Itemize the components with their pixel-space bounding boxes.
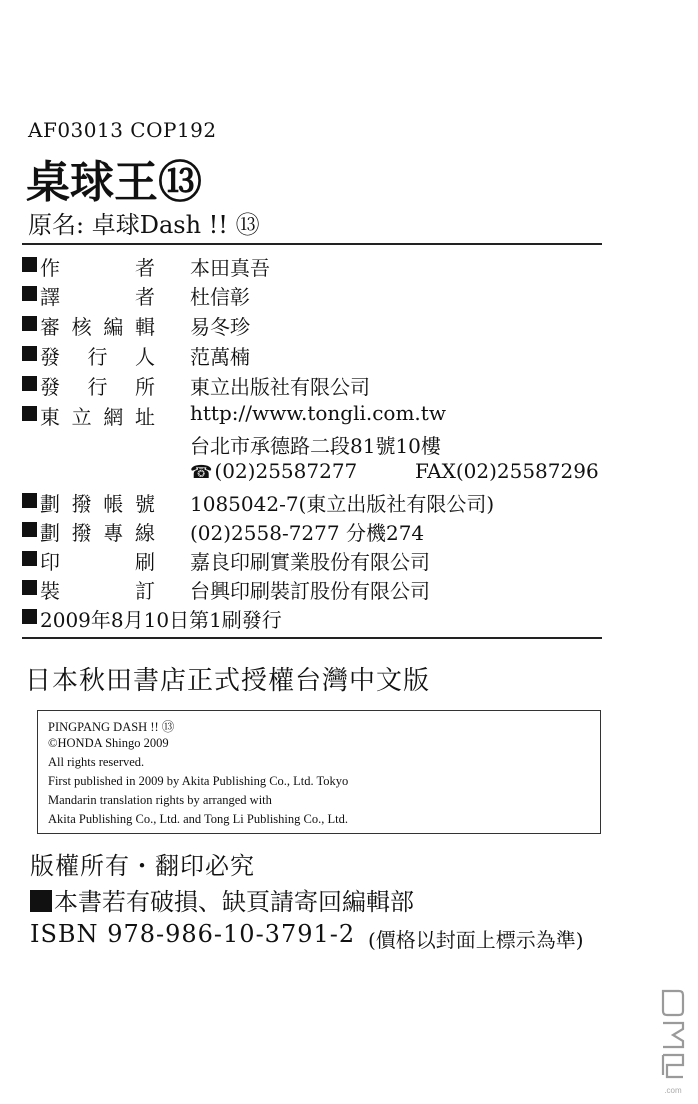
- box-line: PINGPANG DASH !! ⑬: [48, 720, 175, 734]
- credit-value: (02)2558-7277 分機274: [190, 521, 425, 545]
- product-code: AF03013 COP192: [28, 118, 217, 142]
- fax-number: FAX(02)25587296: [415, 459, 599, 483]
- bullet-square: [22, 580, 37, 595]
- credit-value: 本田真吾: [190, 256, 270, 280]
- credit-label: 發行所: [40, 375, 155, 399]
- credit-value: 易冬珍: [190, 315, 250, 339]
- credit-value: 台興印刷裝訂股份有限公司: [190, 579, 430, 603]
- bullet-square: [22, 609, 37, 624]
- bullet-square: [30, 890, 52, 912]
- phone-fax-line: [190, 459, 599, 483]
- isbn-number: ISBN 978-986-10-3791-2: [30, 920, 356, 948]
- credit-value: 范萬楠: [190, 345, 250, 369]
- credit-label: 審核編輯: [40, 315, 155, 339]
- bullet-square: [22, 376, 37, 391]
- credit-label: 譯 者: [40, 285, 155, 309]
- box-line: ©HONDA Shingo 2009: [48, 736, 169, 750]
- credit-label: 作 者: [40, 256, 155, 280]
- bullet-square: [22, 493, 37, 508]
- original-title: 原名: 卓球Dash !! ⑬: [28, 211, 260, 239]
- credit-label: 劃撥專線: [40, 521, 155, 545]
- website-url: http://www.tongli.com.tw: [190, 401, 446, 425]
- box-line: Akita Publishing Co., Ltd. and Tong Li Publishing Co., Ltd.: [48, 812, 348, 826]
- box-line: All rights reserved.: [48, 755, 145, 769]
- svg-text:.com: .com: [664, 1086, 682, 1095]
- box-line: First published in 2009 by Akita Publishing Co., Ltd. Tokyo: [48, 774, 349, 788]
- credit-label: 裝 訂: [40, 579, 155, 603]
- middle-divider: [22, 637, 602, 639]
- credit-label: 東立網址: [40, 405, 155, 429]
- top-divider: [22, 243, 602, 245]
- price-note: (價格以封面上標示為準): [368, 928, 584, 952]
- bullet-square: [22, 316, 37, 331]
- credit-value: 嘉良印刷實業股份有限公司: [190, 550, 430, 574]
- credit-label: 劃撥帳號: [40, 492, 155, 516]
- telephone-icon: ☎: [190, 462, 213, 483]
- book-title: 桌球王⑬: [26, 157, 202, 208]
- damage-notice-line: [30, 882, 414, 917]
- credit-value: 1085042-7(東立出版社有限公司): [190, 492, 495, 516]
- copyright-box: [37, 710, 601, 834]
- bullet-square: [22, 346, 37, 361]
- box-line: Mandarin translation rights by arranged with: [48, 793, 272, 807]
- bullet-square: [22, 286, 37, 301]
- credit-label: 發行人: [40, 345, 155, 369]
- dm5-watermark-logo: [655, 985, 691, 1097]
- bullet-square: [22, 522, 37, 537]
- bullet-square: [22, 406, 37, 421]
- rights-notice: 版權所有・翻印必究: [30, 852, 255, 880]
- bullet-square: [22, 257, 37, 272]
- phone-number: (02)25587277: [214, 459, 358, 483]
- license-statement: 日本秋田書店正式授權台灣中文版: [25, 666, 431, 696]
- damage-notice: 本書若有破損、缺頁請寄回編輯部: [54, 888, 414, 916]
- address: 台北市承德路二段81號10樓: [190, 434, 441, 458]
- bullet-square: [22, 551, 37, 566]
- credit-value: 杜信彰: [190, 285, 250, 309]
- issue-date: 2009年8月10日第1刷發行: [40, 608, 282, 632]
- credit-label: 印 刷: [40, 550, 155, 574]
- credit-value: 東立出版社有限公司: [190, 375, 370, 399]
